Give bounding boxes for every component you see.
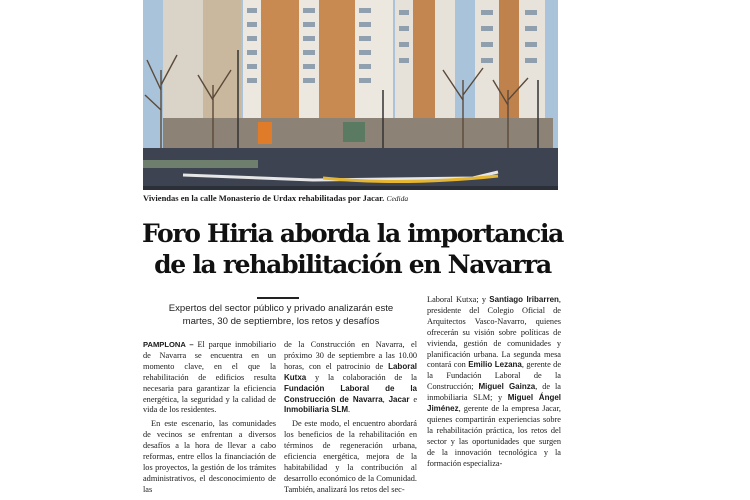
speaker-name: Emilio Lezana <box>468 360 522 370</box>
headline-divider <box>257 297 299 299</box>
speaker-name: Miguel Gainza <box>478 382 536 392</box>
caption-text: Viviendas en la calle Monasterio de Urdax rehabilitadas por Jacar. <box>143 193 385 203</box>
paragraph-text: , gerente de la empresa Jacar, quienes compartirán experiencias sobre la rehabilitación práctica, los retos del sector y las oportunidades que surgen de la innovación tecnológica y la formación especializa- <box>427 404 561 468</box>
photo-credit: Cedida <box>386 194 409 203</box>
deck-line-2: martes, 30 de septiembre, los retos y desafíos <box>182 316 380 327</box>
deck-line-1: Expertos del sector público y privado analizarán este <box>168 303 394 314</box>
photo-caption <box>143 193 563 204</box>
punctuation: . <box>348 405 351 415</box>
headline-line-2: de la rehabilitación en Navarra <box>154 250 551 279</box>
dateline: PAMPLONA – <box>143 340 194 349</box>
paragraph <box>284 340 417 416</box>
speaker-name: Miguel Ángel Jiménez <box>427 393 562 414</box>
paragraph-text: e <box>413 394 417 404</box>
paragraph-text: , de la inmobiliaria SLM; y <box>427 382 561 403</box>
paragraph-text: Laboral Kutxa; y <box>427 295 487 304</box>
paragraph: De este modo, el encuentro abordará los beneficios de la rehabilitación en términos de regeneración urbana, eficiencia energética, mejora de la habitabilidad y la contribución al desarrollo económico de la Comunidad. También, analizará los retos del sec- <box>284 419 417 494</box>
paragraph-text: y la colaboración de la <box>315 372 417 382</box>
paragraph-text: El parque inmobiliario de Navarra se encuentra en un momento clave, en el que la rehabilitación de edificios resulta necesaria para garantizar la eficiencia energética, la seguridad y la calidad de vida de los residentes. <box>143 340 276 415</box>
collaborator-name: Fundación Laboral de la Construcción de Navarra <box>284 383 417 404</box>
body-column-2 <box>284 340 417 499</box>
paragraph: En este escenario, las comunidades de vecinos se enfrentan a diversos desafíos a la hora de llevar a cabo reformas, entre ellos la financiación de los proyectos, la gestión de los trámites administrativos, el desconocimiento de las <box>143 419 276 494</box>
article-photo <box>143 0 558 190</box>
collaborator-name: Jacar <box>388 394 410 404</box>
article-deck <box>150 302 412 328</box>
punctuation: , <box>382 394 385 404</box>
article-headline <box>130 218 575 280</box>
body-column-1 <box>143 340 276 499</box>
sponsor-name: Laboral Kutxa <box>284 361 417 382</box>
paragraph-text: , gerente de la Fundación Laboral de la Construcción; <box>427 360 562 392</box>
paragraph-text: , presidente del Colegio Oficial de Arquitectos Vasco-Navarro, quienes ofrecerán su visión sobre políticas de vivienda, gestión de comunidades y planificación urbana. La segunda mesa contará con <box>427 295 561 370</box>
paragraph-text: de la Construcción en Navarra, el próximo 30 de septiembre a las 10.00 horas, con el patrocinio de <box>284 340 417 371</box>
headline-line-1: Foro Hiria aborda la importancia <box>141 219 564 248</box>
paragraph <box>427 295 561 470</box>
collaborator-name: Inmobiliaria SLM <box>284 405 349 415</box>
street-buildings-image <box>143 0 558 190</box>
speaker-name: Santiago Iribarren <box>489 295 559 304</box>
body-column-3 <box>427 295 561 473</box>
paragraph <box>143 340 276 416</box>
